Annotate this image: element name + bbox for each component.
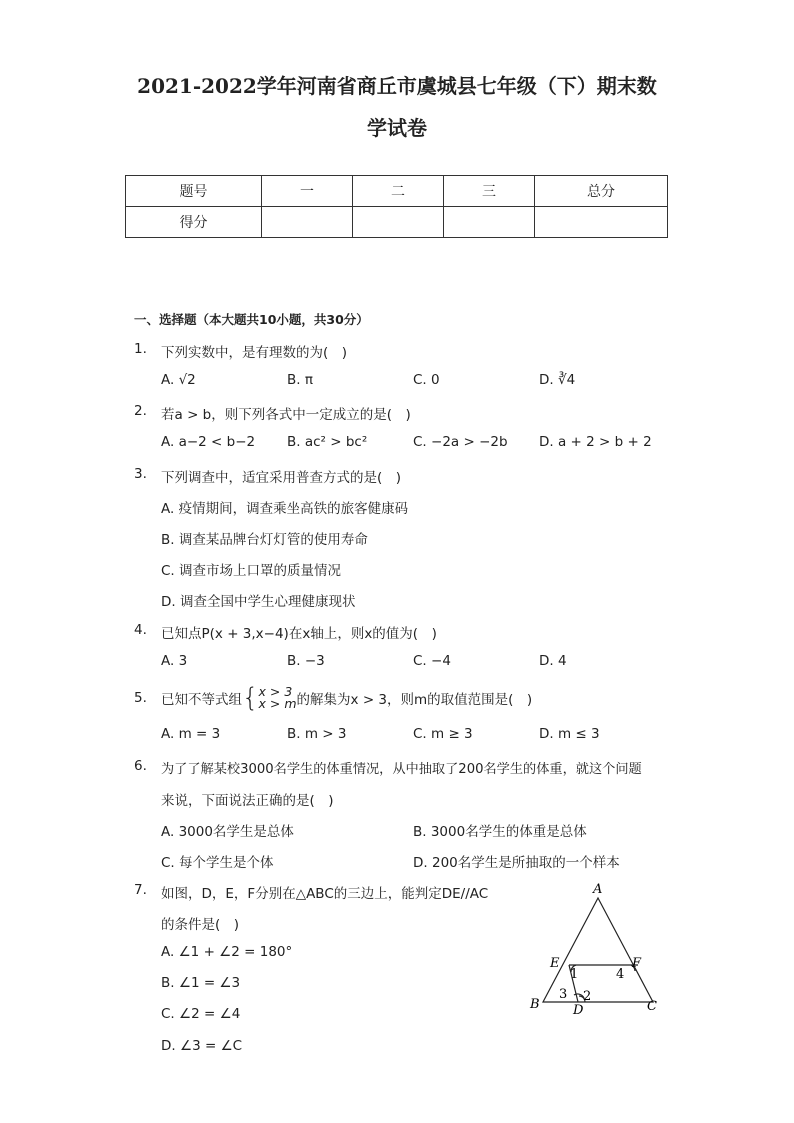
question-text: 下列调查中，适宜采用普查方式的是( ) xyxy=(161,470,402,486)
question-text-before: 已知不等式组 xyxy=(161,692,242,708)
option-c: C. 每个学生是个体 xyxy=(161,855,274,871)
score-cell xyxy=(535,207,668,238)
option-b: B. π xyxy=(287,372,313,388)
question-text xyxy=(161,678,532,718)
option-a: A. √2 xyxy=(161,372,196,388)
triangle-figure xyxy=(520,876,670,1021)
question-text: 若a > b，则下列各式中一定成立的是( ) xyxy=(161,407,411,423)
label-angle-2: 2 xyxy=(583,989,592,1004)
label-F: F xyxy=(632,956,642,971)
question-text: 已知点P(x + 3,x−4)在x轴上，则x的值为( ) xyxy=(161,626,437,642)
option-a: A. 疫情期间，调查乘坐高铁的旅客健康码 xyxy=(161,501,409,517)
header-cell-total: 总分 xyxy=(535,176,668,207)
header-cell-part2: 二 xyxy=(353,176,444,207)
question-number: 5. xyxy=(134,690,147,706)
inequality-system xyxy=(259,686,297,710)
section-heading: 一、选择题（本大题共10小题，共30分） xyxy=(134,312,369,327)
option-a: A. a−2 < b−2 xyxy=(161,434,256,450)
option-c: C. 0 xyxy=(413,372,440,388)
option-b: B. 3000名学生的体重是总体 xyxy=(413,824,587,840)
option-b: B. −3 xyxy=(287,653,325,669)
label-C: C xyxy=(647,999,657,1014)
question-text-after: 的解集为x > 3，则m的取值范围是( ) xyxy=(296,692,533,708)
option-d: D. 200名学生是所抽取的一个样本 xyxy=(413,855,620,871)
score-table-header-row xyxy=(126,176,668,207)
option-c: C. 调查市场上口罩的质量情况 xyxy=(161,563,342,579)
question-number: 3. xyxy=(134,466,147,482)
label-E: E xyxy=(550,956,560,971)
option-d: D. ∛4 xyxy=(539,372,576,388)
label-B: B xyxy=(530,997,540,1012)
doc-title-line2: 学试卷 xyxy=(367,116,427,140)
doc-title-line1: 2021-2022学年河南省商丘市虞城县七年级（下）期末数 xyxy=(137,74,657,98)
option-d: D. 4 xyxy=(539,653,567,669)
option-d: D. m ≤ 3 xyxy=(539,726,600,742)
option-d: D. ∠3 = ∠C xyxy=(161,1038,243,1054)
option-c: C. m ≥ 3 xyxy=(413,726,473,742)
question-text-line2: 的条件是( ) xyxy=(161,917,240,933)
option-b: B. ∠1 = ∠3 xyxy=(161,975,241,991)
question-number: 4. xyxy=(134,622,147,638)
header-cell-part1: 一 xyxy=(262,176,353,207)
option-a: A. ∠1 + ∠2 = 180° xyxy=(161,944,293,960)
option-b: B. 调查某品牌台灯灯管的使用寿命 xyxy=(161,532,368,548)
score-table-score-row xyxy=(126,207,668,238)
option-c: C. −2a > −2b xyxy=(413,434,508,450)
option-c: C. ∠2 = ∠4 xyxy=(161,1006,241,1022)
score-cell xyxy=(444,207,535,238)
option-c: C. −4 xyxy=(413,653,451,669)
question-number: 6. xyxy=(134,758,147,774)
option-a: A. 3000名学生是总体 xyxy=(161,824,294,840)
score-row-label: 得分 xyxy=(126,207,262,238)
label-A: A xyxy=(593,882,603,897)
option-a: A. 3 xyxy=(161,653,188,669)
header-cell-part3: 三 xyxy=(444,176,535,207)
label-angle-3: 3 xyxy=(559,987,568,1002)
label-angle-4: 4 xyxy=(616,967,625,982)
score-cell xyxy=(262,207,353,238)
header-cell-question: 题号 xyxy=(126,176,262,207)
question-number: 1. xyxy=(134,341,147,357)
question-text-line2: 来说，下面说法正确的是( ) xyxy=(161,793,334,809)
score-cell xyxy=(353,207,444,238)
question-text: 下列实数中，是有理数的为( ) xyxy=(161,345,348,361)
option-b: B. ac² > bc² xyxy=(287,434,368,450)
option-d: D. 调查全国中学生心理健康现状 xyxy=(161,594,356,610)
question-text-line1: 为了了解某校3000名学生的体重情况，从中抽取了200名学生的体重，就这个问题 xyxy=(161,762,642,777)
option-b: B. m > 3 xyxy=(287,726,347,742)
inequality-2: x > m xyxy=(258,696,297,711)
label-D: D xyxy=(573,1003,584,1018)
option-a: A. m = 3 xyxy=(161,726,221,742)
brace-symbol: { xyxy=(242,683,259,713)
question-number: 2. xyxy=(134,403,147,419)
score-table xyxy=(125,175,668,238)
question-number: 7. xyxy=(134,882,147,898)
inequality-1: x > 3 xyxy=(258,684,293,699)
question-text-line1: 如图，D，E，F分别在△ABC的三边上，能判定DE//AC xyxy=(161,886,489,902)
label-angle-1: 1 xyxy=(570,967,579,982)
option-d: D. a + 2 > b + 2 xyxy=(539,434,652,450)
